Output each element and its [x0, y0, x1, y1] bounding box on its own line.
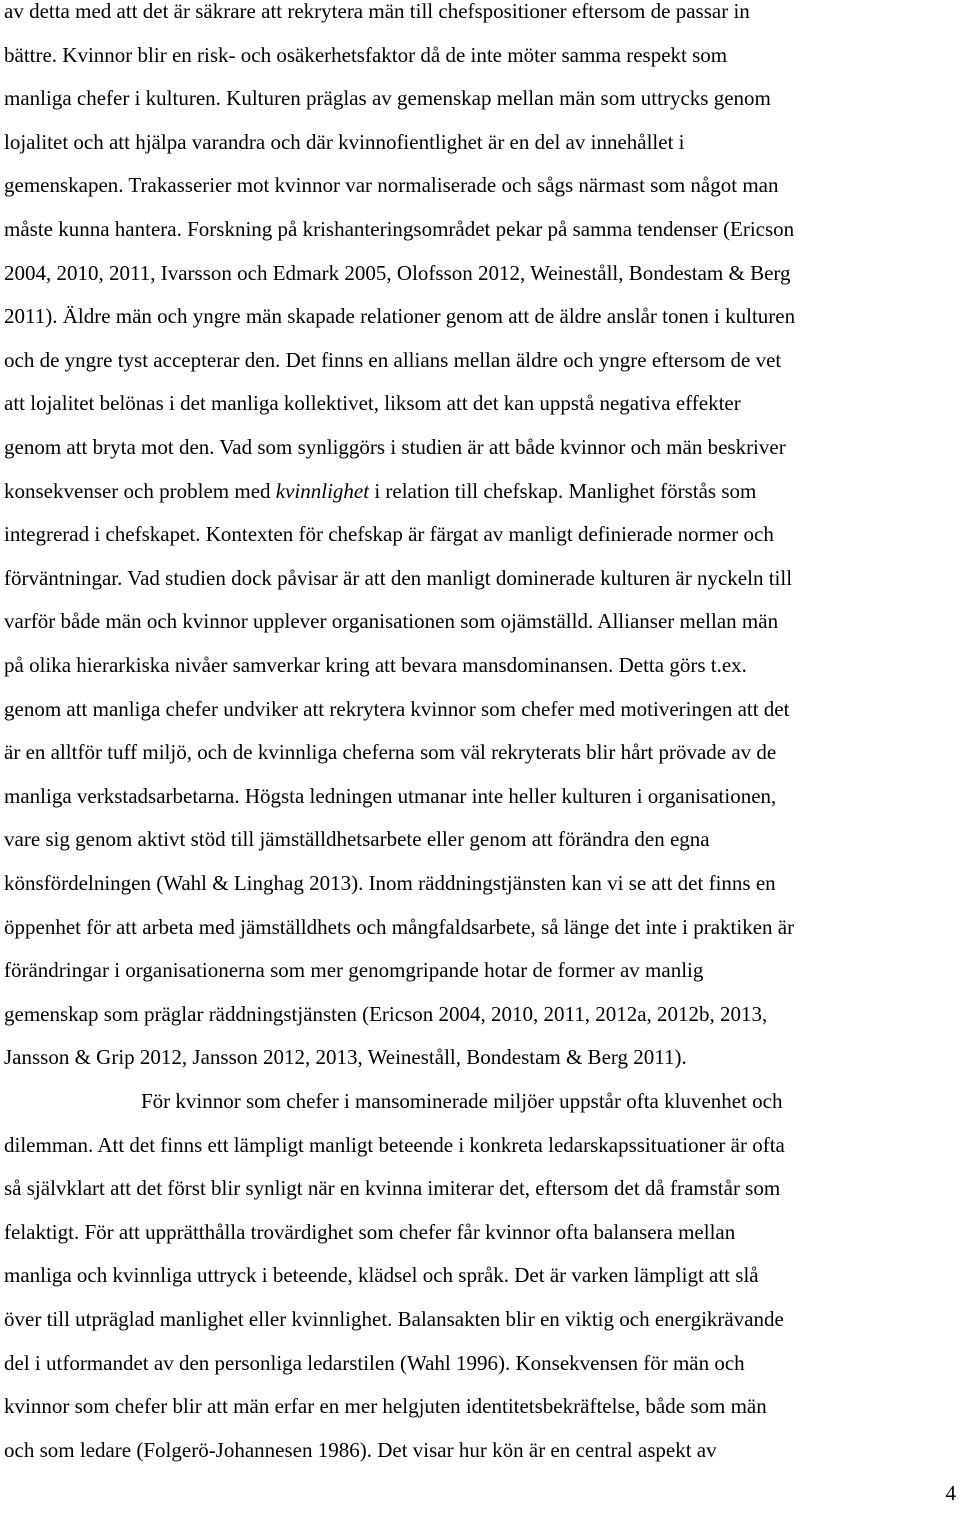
- text-line: manliga och kvinnliga uttryck i beteende, klädsel och språk. Det är varken lämpligt att slå: [4, 1263, 759, 1288]
- text-run: konsekvenser och problem med: [4, 478, 276, 503]
- text-line: 2011). Äldre män och yngre män skapade relationer genom att de äldre anslår tonen i kulturen: [4, 304, 796, 329]
- text-line: och som ledare (Folgerö-Johannesen 1986). Det visar hur kön är en central aspekt av: [4, 1437, 717, 1462]
- text-line: genom att bryta mot den. Vad som synliggörs i studien är att både kvinnor och män beskriver: [4, 435, 786, 459]
- text-line: dilemman. Att det finns ett lämpligt manligt beteende i konkreta ledarskapssituationer är ofta: [4, 1132, 785, 1157]
- text-line: kvinnor som chefer blir att män erfar en mer helgjuten identitetsbekräftelse, både som män: [4, 1394, 767, 1419]
- text-line: integrerad i chefskapet. Kontexten för chefskap är färgat av manligt definierade normer och: [4, 522, 774, 547]
- text-line: måste kunna hantera. Forskning på krishanteringsområdet pekar på samma tendenser (Ericson: [4, 217, 795, 241]
- text-line: av detta med att det är säkrare att rekrytera män till chefspositioner eftersom de passar in: [4, 0, 750, 23]
- text-line: så självklart att det först blir synligt när en kvinna imiterar det, eftersom det då framstår som: [4, 1176, 781, 1201]
- text-line: är en alltför tuff miljö, och de kvinnliga cheferna som väl rekryterats blir hårt prövade av de: [4, 740, 777, 765]
- text-line: För kvinnor som chefer i mansominerade miljöer uppstår ofta kluvenhet och: [141, 1089, 783, 1113]
- text-line: gemenskapen. Trakasserier mot kvinnor var normaliserade och sågs närmast som något man: [4, 173, 779, 198]
- text-line: förändringar i organisationerna som mer genomgripande hotar de former av manlig: [4, 958, 704, 983]
- text-line: manliga verkstadsarbetarna. Högsta ledningen utmanar inte heller kulturen i organisationen,: [4, 783, 777, 808]
- text-line: felaktigt. För att upprätthålla trovärdighet som chefer får kvinnor ofta balansera mellan: [4, 1219, 736, 1244]
- text-line: 2004, 2010, 2011, Ivarsson och Edmark 2005, Olofsson 2012, Weineståll, Bondestam & Berg: [4, 260, 791, 285]
- italic-term: kvinnlighet: [275, 478, 370, 503]
- text-line: del i utformandet av den personliga ledarstilen (Wahl 1996). Konsekvensen för män och: [4, 1350, 745, 1375]
- text-line: varför både män och kvinnor upplever organisationen som ojämställd. Allianser mellan män: [4, 609, 779, 634]
- text-line: över till utpräglad manlighet eller kvinnlighet. Balansakten blir en viktig och energikrävande: [4, 1307, 784, 1331]
- text-line: på olika hierarkiska nivåer samverkar kring att bevara mansdominansen. Detta görs t.ex.: [4, 653, 747, 677]
- text-line: [4, 470, 756, 514]
- text-run: i relation till chefskap. Manlighet förstås som: [369, 478, 757, 503]
- text-line: gemenskap som präglar räddningstjänsten (Ericson 2004, 2010, 2011, 2012a, 2012b, 2013,: [4, 1001, 768, 1026]
- text-line: att lojalitet belönas i det manliga kollektivet, liksom att det kan uppstå negativa effekter: [4, 391, 741, 416]
- text-line: manliga chefer i kulturen. Kulturen präglas av gemenskap mellan män som uttrycks genom: [4, 86, 771, 111]
- text-line: lojalitet och att hjälpa varandra och där kvinnofientlighet är en del av innehållet i: [4, 129, 685, 154]
- text-line: öppenhet för att arbeta med jämställdhets och mångfaldsarbete, så länge det inte i praktiken är: [4, 914, 795, 939]
- text-line: och de yngre tyst accepterar den. Det finns en allians mellan äldre och yngre eftersom de vet: [4, 347, 782, 372]
- text-line: könsfördelningen (Wahl & Linghag 2013). Inom räddningstjänsten kan vi se att det finns en: [4, 871, 776, 895]
- text-line: bättre. Kvinnor blir en risk- och osäkerhetsfaktor då de inte möter samma respekt som: [4, 42, 728, 67]
- text-line: förväntningar. Vad studien dock påvisar är att den manligt dominerade kulturen är nyckeln till: [4, 565, 793, 590]
- text-line: vare sig genom aktivt stöd till jämställdhetsarbete eller genom att förändra den egna: [4, 827, 710, 852]
- text-line: genom att manliga chefer undviker att rekrytera kvinnor som chefer med motiveringen att det: [4, 696, 790, 721]
- text-line: Jansson & Grip 2012, Jansson 2012, 2013, Weineståll, Bondestam & Berg 2011).: [4, 1045, 687, 1070]
- page-number: 4: [945, 1481, 956, 1505]
